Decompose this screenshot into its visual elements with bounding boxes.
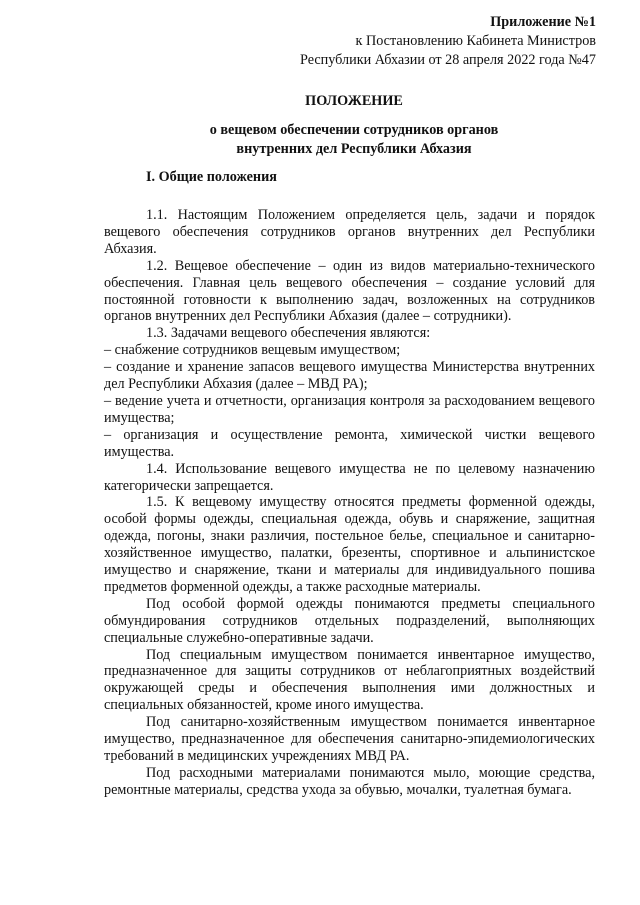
section-title: I. Общие положения: [146, 169, 277, 185]
appendix-header: [156, 13, 596, 70]
paragraph-1-3: 1.3. Задачами вещевого обеспечения являются:: [146, 325, 431, 342]
paragraph-1-2: 1.2. Вещевое обеспечение – один из видов материально-технического обеспечения. Главная цель вещевого обеспечения – создание условий для постоянной готовности к выполнению задач, возложенных на сотрудников органов внутренних дел Республики Абхазия (далее – сотрудники).: [104, 257, 595, 325]
document-subtitle-line-1: о вещевом обеспечении сотрудников органов: [209, 122, 499, 138]
list-item-reserves: – создание и хранение запасов вещевого имущества Министерства внутренних дел Республики Абхазия (далее – МВД РА);: [104, 359, 595, 393]
document-subtitle-line-2: внутренних дел Республики Абхазия: [236, 141, 472, 157]
appendix-line-2: Республики Абхазии от 28 апреля 2022 года №47: [300, 52, 596, 68]
list-item-accounting: – ведение учета и отчетности, организация контроля за расходованием вещевого имущества;: [104, 392, 595, 426]
paragraph-special-uniform: Под особой формой одежды понимаются предметы специального обмундирования сотрудников отдельных подразделений, выполняющих специальные служебно-оперативные задачи.: [104, 595, 595, 646]
paragraph-1-4: 1.4. Использование вещевого имущества не по целевому назначению категорически запрещается.: [104, 460, 595, 494]
paragraph-1-5: 1.5. К вещевому имуществу относятся предметы форменной одежды, особой формы одежды, специальная одежда, обувь и снаряжение, защитная одежда, погоны, знаки различия, постельное белье, специальное и санитарно-хозяйственное имущество, палатки, брезенты, спортивное и альпинистское имущество и снаряжение, ткани и материалы для индивидуального пошива предметов форменной одежды, а также расходные материалы.: [104, 494, 595, 595]
paragraph-1-1: 1.1. Настоящим Положением определяется цель, задачи и порядок вещевого обеспечения сотрудников органов внутренних дел Республики Абхазия.: [104, 207, 595, 257]
paragraph-special-property: Под специальным имуществом понимается инвентарное имущество, предназначенное для защиты сотрудников от неблагоприятных воздействий окружающей среды и обеспечения выполнения ими должностных и специальных обязанностей, кроме иного имущества.: [104, 646, 595, 714]
document-title: ПОЛОЖЕНИЕ: [305, 93, 403, 109]
paragraph-sanitary-property: Под санитарно-хозяйственным имуществом понимается инвентарное имущество, предназначенное для обеспечения санитарно-эпидемиологических требований в медицинских учреждениях МВД РА.: [104, 714, 595, 764]
paragraph-consumables: Под расходными материалами понимаются мыло, моющие средства, ремонтные материалы, средства ухода за обувью, мочалки, туалетная бумага.: [104, 764, 595, 798]
appendix-line-1: к Постановлению Кабинета Министров: [355, 33, 596, 49]
list-item-repair: – организация и осуществление ремонта, химической чистки вещевого имущества.: [104, 426, 595, 460]
document-body: [104, 199, 595, 799]
list-item-supply: – снабжение сотрудников вещевым имуществом;: [104, 342, 401, 359]
document-subtitle: [104, 121, 604, 159]
appendix-title: Приложение №1: [490, 14, 596, 30]
